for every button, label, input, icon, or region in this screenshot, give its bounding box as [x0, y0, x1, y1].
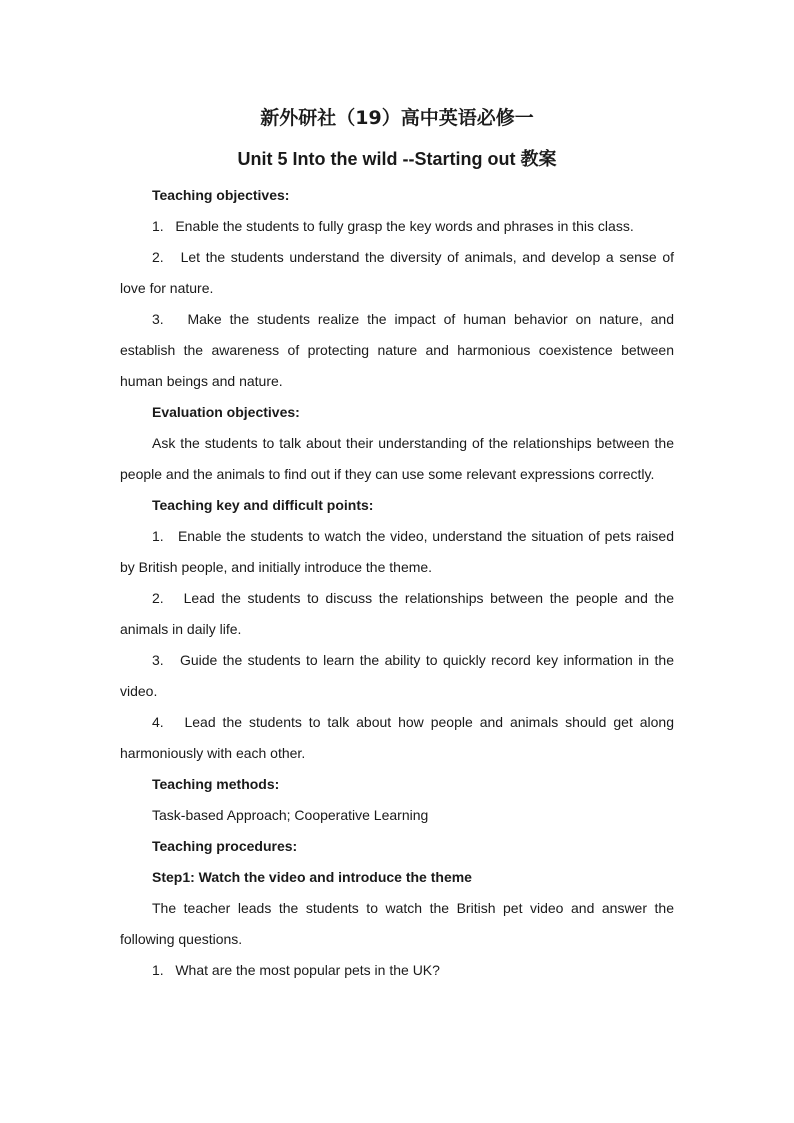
- heading-teaching-methods: Teaching methods:: [152, 776, 280, 792]
- heading-step-1: Step1: Watch the video and introduce the theme: [152, 869, 472, 885]
- paragraph: The teacher leads the students to watch the British pet video and answer the following questions.: [120, 900, 674, 947]
- document-body: [120, 180, 674, 986]
- list-item: 1. Enable the students to watch the video, understand the situation of pets raised by British people, and initially introduce the theme.: [120, 528, 674, 575]
- list-item: 1. Enable the students to fully grasp the key words and phrases in this class.: [152, 218, 634, 234]
- list-item: 1. What are the most popular pets in the UK?: [152, 962, 440, 978]
- heading-evaluation-objectives: Evaluation objectives:: [152, 404, 300, 420]
- list-item: 4. Lead the students to talk about how people and animals should get along harmoniously with each other.: [120, 714, 674, 761]
- list-item: 2. Let the students understand the diversity of animals, and develop a sense of love for nature.: [120, 249, 674, 296]
- list-item: 3. Guide the students to learn the ability to quickly record key information in the video.: [120, 652, 674, 699]
- paragraph: Ask the students to talk about their understanding of the relationships between the people and the animals to find out if they can use some relevant expressions correctly.: [120, 435, 674, 482]
- document-title: 新外研社（19）高中英语必修一: [260, 107, 534, 129]
- list-item: 3. Make the students realize the impact of human behavior on nature, and establish the awareness of protecting nature and harmonious coexistence between human beings and nature.: [120, 311, 674, 389]
- paragraph: Task-based Approach; Cooperative Learning: [152, 807, 429, 823]
- heading-teaching-procedures: Teaching procedures:: [152, 838, 298, 854]
- heading-teaching-objectives: Teaching objectives:: [152, 187, 290, 203]
- document-subtitle: Unit 5 Into the wild --Starting out 教案: [237, 149, 557, 169]
- list-item: 2. Lead the students to discuss the relationships between the people and the animals in daily life.: [120, 590, 674, 637]
- heading-key-points: Teaching key and difficult points:: [152, 497, 374, 513]
